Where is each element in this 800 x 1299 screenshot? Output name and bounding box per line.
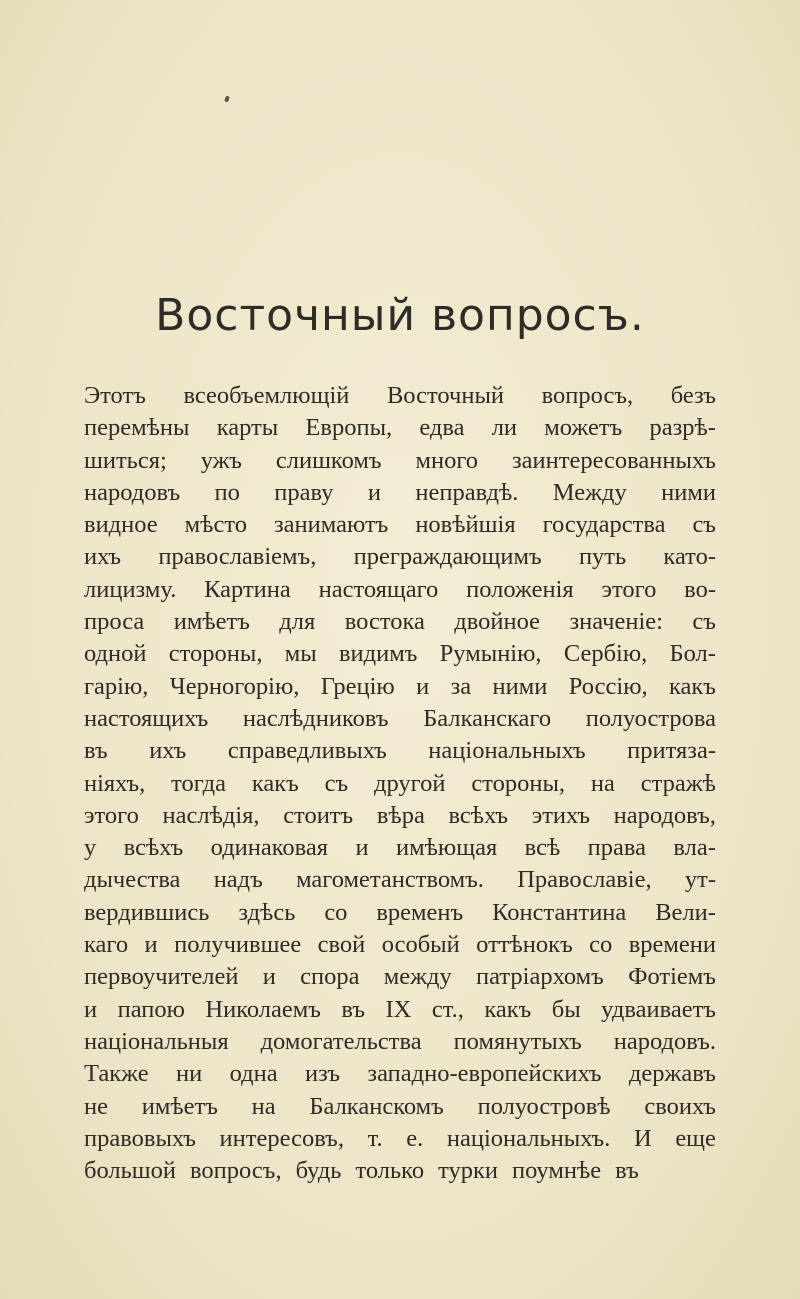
- text-line: ихъ православіемъ, преграждающимъ путь като-: [84, 543, 716, 571]
- text-line: не имѣетъ на Балканскомъ полуостровѣ своихъ: [84, 1092, 716, 1120]
- text-line: народовъ по праву и неправдѣ. Между ними: [84, 478, 716, 506]
- text-line: одной стороны, мы видимъ Румынію, Сербію, Бол-: [84, 640, 716, 668]
- text-line: видное мѣсто занимаютъ новѣйшія государства съ: [84, 511, 716, 539]
- text-line: правовыхъ интересовъ, т. е. національныхъ. И еще: [84, 1124, 716, 1152]
- text-line: гарію, Черногорію, Грецію и за ними Россію, какъ: [84, 672, 716, 700]
- text-line: большой вопросъ, будь только турки поумнѣе въ: [84, 1157, 639, 1185]
- ink-speck: [224, 95, 230, 102]
- text-line: проса имѣетъ для востока двойное значеніе: съ: [84, 608, 716, 636]
- text-line: въ ихъ справедливыхъ національныхъ притяза-: [84, 737, 716, 765]
- text-line: національныя домогательства помянутыхъ народовъ.: [84, 1027, 716, 1055]
- text-line: первоучителей и спора между патріархомъ Фотіемъ: [84, 963, 716, 991]
- text-line: ніяхъ, тогда какъ съ другой стороны, на стражѣ: [84, 769, 716, 797]
- text-line: дычества надъ магометанствомъ. Православіе, ут-: [84, 866, 716, 894]
- text-line: каго и получившее свой особый оттѣнокъ со времени: [84, 931, 716, 959]
- text-line: этого наслѣдія, стоитъ вѣра всѣхъ этихъ народовъ,: [84, 801, 716, 829]
- text-line: настоящихъ наслѣдниковъ Балканскаго полуострова: [84, 704, 716, 732]
- text-line: перемѣны карты Европы, едва ли можетъ разрѣ-: [84, 414, 716, 442]
- text-line: лицизму. Картина настоящаго положенія этого во-: [84, 575, 716, 603]
- body-text: [84, 380, 716, 1187]
- text-line: Этотъ всеобъемлющій Восточный вопросъ, безъ: [84, 382, 716, 409]
- text-line: у всѣхъ одинаковая и имѣющая всѣ права вла-: [84, 834, 716, 862]
- text-line: Также ни одна изъ западно-европейскихъ державъ: [84, 1060, 716, 1088]
- text-line: шиться; ужъ слишкомъ много заинтересованныхъ: [84, 446, 716, 474]
- text-line: и папою Николаемъ въ IX ст., какъ бы удваиваетъ: [84, 995, 716, 1023]
- chapter-title: Восточный вопросъ.: [155, 290, 645, 341]
- text-line: вердившись здѣсь со временъ Константина Вели-: [84, 898, 716, 926]
